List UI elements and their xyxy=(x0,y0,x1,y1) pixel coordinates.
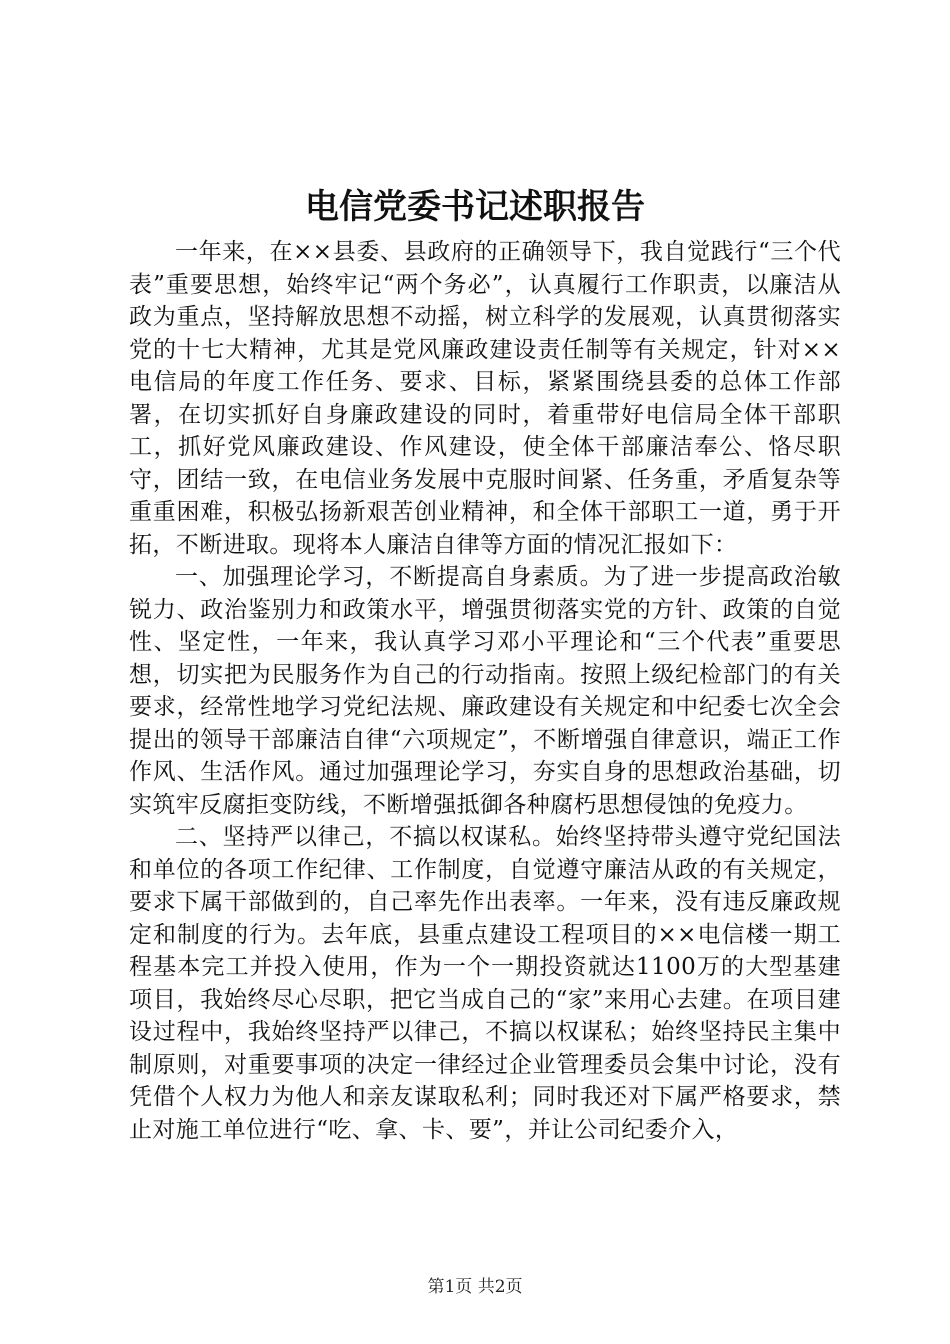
paragraph-intro: 一年来，在××县委、县政府的正确领导下，我自觉践行“三个代表”重要思想，始终牢记“两个务必”，认真履行工作职责，以廉洁从政为重点，坚持解放思想不动摇，树立科学的发展观，认真贯彻落实党的十七大精神，尤其是党风廉政建设责任制等有关规定，针对××电信局的年度工作任务、要求、目标，紧紧围绕县委的总体工作部署，在切实抓好自身廉政建设的同时，着重带好电信局全体干部职工，抓好党风廉政建设、作风建设，使全体干部廉洁奉公、恪尽职守，团结一致，在电信业务发展中克服时间紧、任务重，矛盾复杂等重重困难，积极弘扬新艰苦创业精神，和全体干部职工一道，勇于开拓，不断进取。现将本人廉洁自律等方面的情况汇报如下： xyxy=(129,239,841,558)
document-title: 电信党委书记述职报告 xyxy=(305,187,645,227)
paragraph-section-2: 二、坚持严以律己，不搞以权谋私。始终坚持带头遵守党纪国法和单位的各项工作纪律、工作制度，自觉遵守廉洁从政的有关规定，要求下属干部做到的，自己率先作出表率。一年来，没有违反廉政规定和制度的行为。去年底，县重点建设工程项目的××电信楼一期工程基本完工并投入使用，作为一个一期投资就达1100万的大型基建项目，我始终尽心尽职，把它当成自己的“家”来用心去建。在项目建设过程中，我始终坚持严以律己，不搞以权谋私；始终坚持民主集中制原则，对重要事项的决定一律经过企业管理委员会集中讨论，没有凭借个人权力为他人和亲友谋取私利；同时我还对下属严格要求，禁止对施工单位进行“吃、拿、卡、要”，并让公司纪委介入， xyxy=(129,824,841,1143)
paragraph-section-1: 一、加强理论学习，不断提高自身素质。为了进一步提高政治敏锐力、政治鉴别力和政策水平，增强贯彻落实党的方针、政策的自觉性、坚定性，一年来，我认真学习邓小平理论和“三个代表”重要思想，切实把为民服务作为自己的行动指南。按照上级纪检部门的有关要求，经常性地学习党纪法规、廉政建设有关规定和中纪委七次全会提出的领导干部廉洁自律“六项规定”，不断增强自律意识，端正工作作风、生活作风。通过加强理论学习，夯实自身的思想政治基础，切实筑牢反腐拒变防线，不断增强抵御各种腐朽思想侵蚀的免疫力。 xyxy=(129,564,841,818)
page-number-footer: 第1页 共2页 xyxy=(427,1277,523,1297)
document-body xyxy=(129,236,841,1146)
